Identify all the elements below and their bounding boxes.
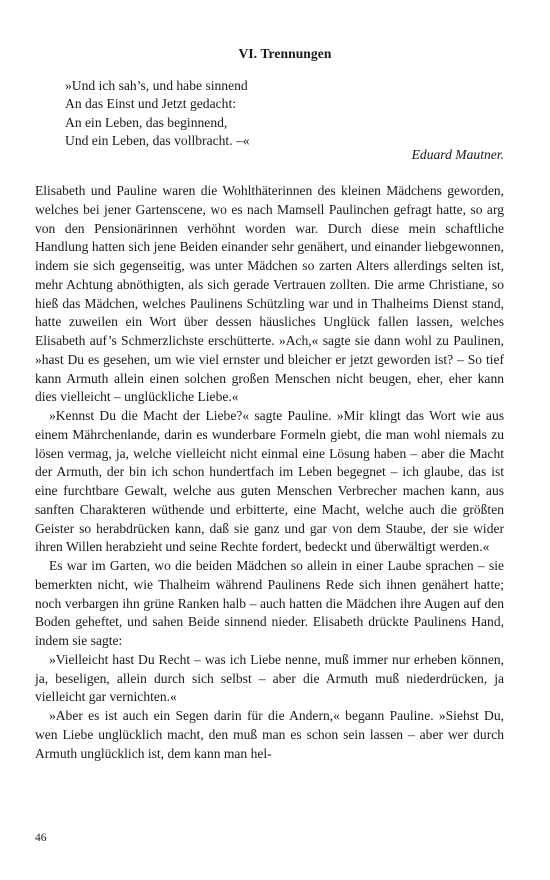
chapter-title: VI. Trennungen bbox=[238, 46, 332, 61]
epigraph-line: »Und ich sah’s, und habe sinnend bbox=[65, 78, 248, 93]
body-text bbox=[35, 182, 504, 763]
paragraph: Elisabeth und Pauline waren die Wohlthäterinnen des kleinen Mädchens geworden, welches bei jener Gartenscene, wo es nach Mamsell Paulinchen gefragt hatte, so arg von den Pensionärinnen verhöhnt worden war. Durch diese mein schaftliche Handlung hatten sich jene Beiden einander sehr genähert, und einander liebgewonnen, indem sie sich gegenseitig, was unter Mädchen so zarten Alters allerdings selten ist, mehr Achtung abnöthigten, als sich gerade Vertrauen zollten. Die arme Christiane, so hieß das Mädchen, welches Paulinens Schützling war und in Thalheims Dienst stand, hatte zuweilen ein Wort über dessen häusliches Unglück fallen lassen, welches Elisabeth auf’s Schmerzlichste erschütterte. »Ach,« sagte sie dann wohl zu Paulinen, »hast Du es gesehen, um wie viel ernster und bleicher er jetzt geworden ist? – So tief kann Armuth allein einen solchen großen Menschen nicht beugen, eher, eher kann dies vielleicht – unglückliche Liebe.« bbox=[35, 183, 504, 405]
page-number: 46 bbox=[35, 832, 47, 844]
paragraph: Es war im Garten, wo die beiden Mädchen so allein in einer Laube sprachen – sie bemerkten nicht, wie Thalheim während Paulinens Rede sich ihnen genähert hatte; noch verbargen ihn grüne Ranken halb – auch hatten die Mädchen ihre Augen auf den Boden geheftet, und sahen Beide sinnend nieder. Elisabeth drückte Paulinens Hand, indem sie sagte: bbox=[35, 558, 504, 648]
epigraph-author: Eduard Mautner. bbox=[411, 147, 504, 162]
epigraph-line: An das Einst und Jetzt gedacht: bbox=[65, 96, 237, 112]
paragraph: »Vielleicht hast Du Recht – was ich Liebe nenne, muß immer nur erheben können, ja, beseligen, allein durch sich selbst – aber die Armuth muß niederdrücken, ja vielleicht gar vernichten.« bbox=[35, 651, 504, 705]
epigraph-line: Und ein Leben, das vollbracht. –« bbox=[65, 133, 250, 149]
paragraph: »Kennst Du die Macht der Liebe?« sagte Pauline. »Mir klingt das Wort wie aus einem Mährchenlande, darin es wunderbare Formeln giebt, die man wohl niemals zu lösen vermag, ja, welche vielleicht nicht einmal eine Lösung haben – aber die Macht der Armuth, der bin ich schon hundertfach im Leben begegnet – ich glaube, das ist eine furchtbare Gewalt, welche aus guten Menschen Verbrecher machen kann, aus sanften Charakteren wüthende und erbitterte, eine Macht, welche auch die größten Geister so herabdrücken kann, daß sie ganz und gar von dem Staube, der sie wider ihren Willen herabzieht und seine Rechte fordert, bedeckt und überwältigt werden.« bbox=[35, 408, 504, 555]
epigraph-line: An ein Leben, das beginnend, bbox=[65, 114, 228, 130]
paragraph: »Aber es ist auch ein Segen darin für die Andern,« begann Pauline. »Siehst Du, wen Liebe unglücklich macht, den muß man es schon sein lassen – aber wer durch Armuth unglücklich ist, dem kann man hel- bbox=[35, 708, 504, 761]
epigraph bbox=[65, 77, 505, 151]
